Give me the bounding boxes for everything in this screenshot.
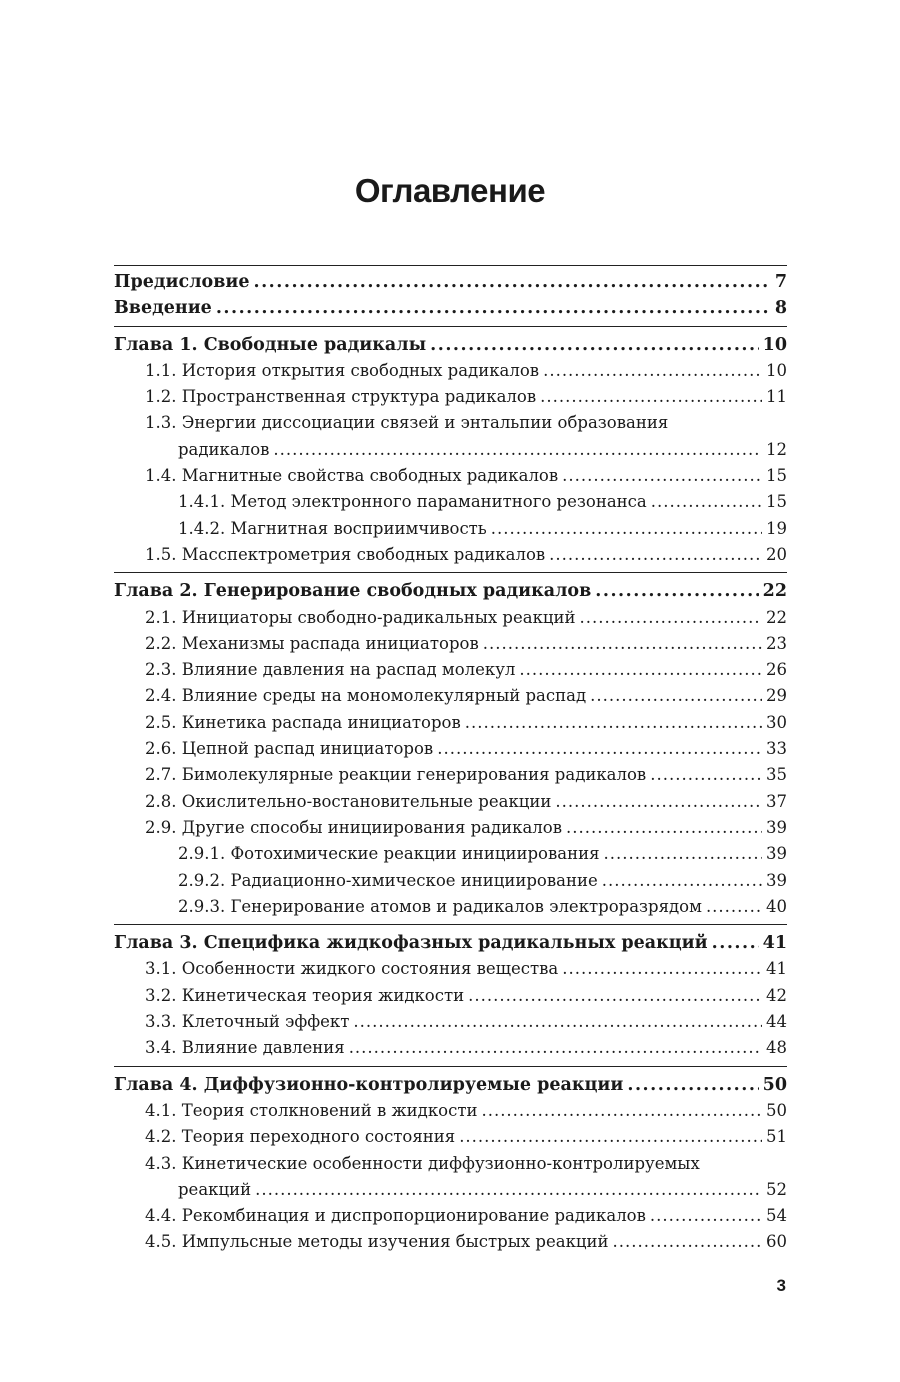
toc-chapter-label: Глава 1. Свободные радикалы	[114, 334, 427, 355]
toc-chapter-label: Глава 4. Диффузионно-контролируемые реакции	[114, 1074, 624, 1095]
toc-page-number: 54	[766, 1206, 787, 1226]
toc-entry-label: 2.9.2. Радиационно-химическое инициирование	[178, 870, 598, 890]
toc-entry-label-continued: радикалов	[178, 439, 270, 459]
toc-entry-introduction[interactable]	[114, 295, 787, 321]
leader-dots	[650, 1203, 762, 1229]
leader-dots	[712, 930, 759, 956]
toc-entry-label: 4.4. Рекомбинация и диспропорционирование радикалов	[145, 1206, 646, 1226]
leader-dots	[603, 841, 762, 867]
leader-dots	[595, 578, 758, 604]
toc-entry-label: 2.6. Цепной распад инициаторов	[145, 739, 434, 759]
toc-entry[interactable]	[114, 983, 787, 1009]
toc-entry-label: 3.1. Особенности жидкого состояния вещества	[145, 959, 559, 979]
toc-page-number: 15	[766, 466, 787, 486]
toc-subentry[interactable]	[114, 841, 787, 867]
leader-dots	[253, 269, 770, 295]
toc-page-number: 10	[762, 334, 787, 355]
toc-entry-label[interactable]: 4.3. Кинетические особенности диффузионно-контролируемых	[145, 1153, 700, 1173]
toc-entry[interactable]	[114, 789, 787, 815]
toc-page-number: 22	[762, 581, 787, 602]
toc-entry[interactable]	[114, 1098, 787, 1124]
toc-subentry[interactable]	[114, 489, 787, 515]
toc-page-number: 44	[766, 1012, 787, 1032]
toc-entry-label: 2.4. Влияние среды на мономолекулярный распад	[145, 686, 587, 706]
leader-dots	[353, 1009, 762, 1035]
toc-page-number: 42	[766, 985, 787, 1005]
toc-entry-label: 2.9. Другие способы инициирования радикалов	[145, 817, 563, 837]
toc-entry-label: 3.2. Кинетическая теория жидкости	[145, 985, 465, 1005]
leader-dots	[491, 516, 762, 542]
toc-chapter-label: Глава 2. Генерирование свободных радикалов	[114, 581, 592, 602]
leader-dots	[566, 815, 762, 841]
toc-page-number: 39	[766, 870, 787, 890]
toc-page-number: 60	[766, 1232, 787, 1252]
toc-entry-label: 4.5. Импульсные методы изучения быстрых реакций	[145, 1232, 609, 1252]
toc-page-number: 23	[766, 633, 787, 653]
toc-page-number: 51	[766, 1127, 787, 1147]
leader-dots	[519, 657, 762, 683]
divider	[114, 265, 787, 266]
toc-entry-label: 4.1. Теория столкновений в жидкости	[145, 1100, 478, 1120]
leader-dots	[273, 437, 762, 463]
toc-chapter-4[interactable]	[114, 1072, 787, 1098]
toc-page-number: 20	[766, 544, 787, 564]
toc-entry-label: 2.2. Механизмы распада инициаторов	[145, 633, 479, 653]
divider	[114, 924, 787, 925]
toc-subentry[interactable]	[114, 516, 787, 542]
leader-dots	[430, 332, 759, 358]
toc-entry[interactable]	[114, 1203, 787, 1229]
toc-entry-label: 3.4. Влияние давления	[145, 1038, 345, 1058]
leader-dots	[465, 710, 762, 736]
leader-dots	[650, 762, 762, 788]
toc-page-number: 19	[766, 518, 787, 538]
toc-entry-label: 1.4.1. Метод электронного параманитного резонанса	[178, 492, 647, 512]
toc-entry[interactable]	[114, 762, 787, 788]
divider	[114, 1066, 787, 1067]
table-of-contents	[114, 265, 787, 1256]
toc-entry[interactable]	[114, 683, 787, 709]
toc-entry[interactable]	[114, 631, 787, 657]
toc-chapter-label: Глава 3. Специфика жидкофазных радикальных реакций	[114, 933, 708, 954]
toc-chapter-2[interactable]	[114, 578, 787, 604]
leader-dots	[483, 631, 762, 657]
toc-page-number: 22	[766, 607, 787, 627]
leader-dots	[468, 983, 762, 1009]
toc-entry-label: 1.4. Магнитные свойства свободных радикалов	[145, 466, 559, 486]
toc-page-number: 48	[766, 1038, 787, 1058]
leader-dots	[555, 789, 762, 815]
toc-entry-label: 2.9.3. Генерирование атомов и радикалов электроразрядом	[178, 896, 702, 916]
page-number: 3	[776, 1276, 786, 1295]
leader-dots	[349, 1035, 762, 1061]
leader-dots	[543, 358, 762, 384]
toc-entry-label: 2.8. Окислительно-востановительные реакции	[145, 791, 552, 811]
divider	[114, 572, 787, 573]
toc-page-number: 33	[766, 739, 787, 759]
toc-entry-label: 1.4.2. Магнитная восприимчивость	[178, 518, 487, 538]
toc-page-number: 37	[766, 791, 787, 811]
toc-entry-label: 2.9.1. Фотохимические реакции инициирования	[178, 844, 600, 864]
toc-page-number: 40	[766, 896, 787, 916]
leader-dots	[216, 295, 771, 321]
leader-dots	[590, 683, 762, 709]
toc-entry[interactable]	[114, 1035, 787, 1061]
toc-page-number: 30	[766, 712, 787, 732]
toc-entry[interactable]	[114, 542, 787, 568]
leader-dots	[562, 463, 762, 489]
toc-page-number: 12	[766, 439, 787, 459]
leader-dots	[459, 1124, 762, 1150]
toc-entry-preface[interactable]	[114, 269, 787, 295]
toc-entry[interactable]	[114, 358, 787, 384]
toc-page-number: 41	[762, 933, 787, 954]
toc-entry-label: 1.5. Масспектрометрия свободных радикалов	[145, 544, 546, 564]
leader-dots	[481, 1098, 762, 1124]
toc-page-number: 50	[762, 1074, 787, 1095]
toc-page-number: 35	[766, 765, 787, 785]
toc-page-number: 10	[766, 360, 787, 380]
toc-entry-label: 2.1. Инициаторы свободно-радикальных реакций	[145, 607, 576, 627]
toc-page-number: 29	[766, 686, 787, 706]
toc-entry[interactable]	[114, 1009, 787, 1035]
toc-entry-label: 2.5. Кинетика распада инициаторов	[145, 712, 461, 732]
toc-chapter-3[interactable]	[114, 930, 787, 956]
toc-entry-label: 2.7. Бимолекулярные реакции генерирования радикалов	[145, 765, 647, 785]
toc-page-number: 39	[766, 844, 787, 864]
toc-page-number: 8	[774, 298, 787, 319]
toc-entry-label-continued: реакций	[178, 1179, 252, 1199]
leader-dots	[580, 605, 763, 631]
toc-entry[interactable]	[114, 463, 787, 489]
toc-entry[interactable]	[114, 605, 787, 631]
toc-page-number: 11	[766, 387, 787, 407]
toc-page-number: 26	[766, 660, 787, 680]
toc-entry[interactable]	[114, 710, 787, 736]
toc-page-number: 50	[766, 1100, 787, 1120]
leader-dots	[627, 1072, 758, 1098]
toc-entry[interactable]	[114, 657, 787, 683]
divider	[114, 326, 787, 327]
toc-entry[interactable]	[114, 1229, 787, 1255]
toc-entry-label: 1.2. Пространственная структура радикалов	[145, 387, 537, 407]
toc-chapter-1[interactable]	[114, 332, 787, 358]
leader-dots	[437, 736, 762, 762]
leader-dots	[651, 489, 762, 515]
toc-entry-label: 3.3. Клеточный эффект	[145, 1012, 350, 1032]
toc-subentry[interactable]	[114, 894, 787, 920]
toc-subentry[interactable]	[114, 868, 787, 894]
leader-dots	[255, 1177, 762, 1203]
toc-entry[interactable]	[114, 736, 787, 762]
leader-dots	[602, 868, 762, 894]
toc-page-number: 39	[766, 817, 787, 837]
toc-page-number: 7	[774, 272, 787, 292]
toc-entry[interactable]	[114, 1177, 787, 1203]
leader-dots	[562, 956, 762, 982]
toc-entry[interactable]	[114, 956, 787, 982]
toc-entry-label: Предисловие	[114, 272, 250, 292]
toc-page-number: 52	[766, 1179, 787, 1199]
leader-dots	[613, 1229, 763, 1255]
toc-entry-label: Введение	[114, 298, 212, 319]
toc-entry[interactable]	[114, 437, 787, 463]
toc-entry-label: 2.3. Влияние давления на распад молекул	[145, 660, 516, 680]
leader-dots	[706, 894, 762, 920]
toc-entry-label: 4.2. Теория переходного состояния	[145, 1127, 456, 1147]
toc-entry-label: 1.1. История открытия свободных радикалов	[145, 360, 540, 380]
toc-entry-label[interactable]: 1.3. Энергии диссоциации связей и энтальпии образования	[145, 413, 669, 433]
toc-entry[interactable]	[114, 1124, 787, 1150]
toc-page-number: 15	[766, 492, 787, 512]
toc-entry[interactable]	[114, 384, 787, 410]
leader-dots	[549, 542, 762, 568]
toc-page-number: 41	[766, 959, 787, 979]
leader-dots	[540, 384, 762, 410]
page-title: Оглавление	[354, 172, 546, 209]
toc-entry[interactable]	[114, 815, 787, 841]
